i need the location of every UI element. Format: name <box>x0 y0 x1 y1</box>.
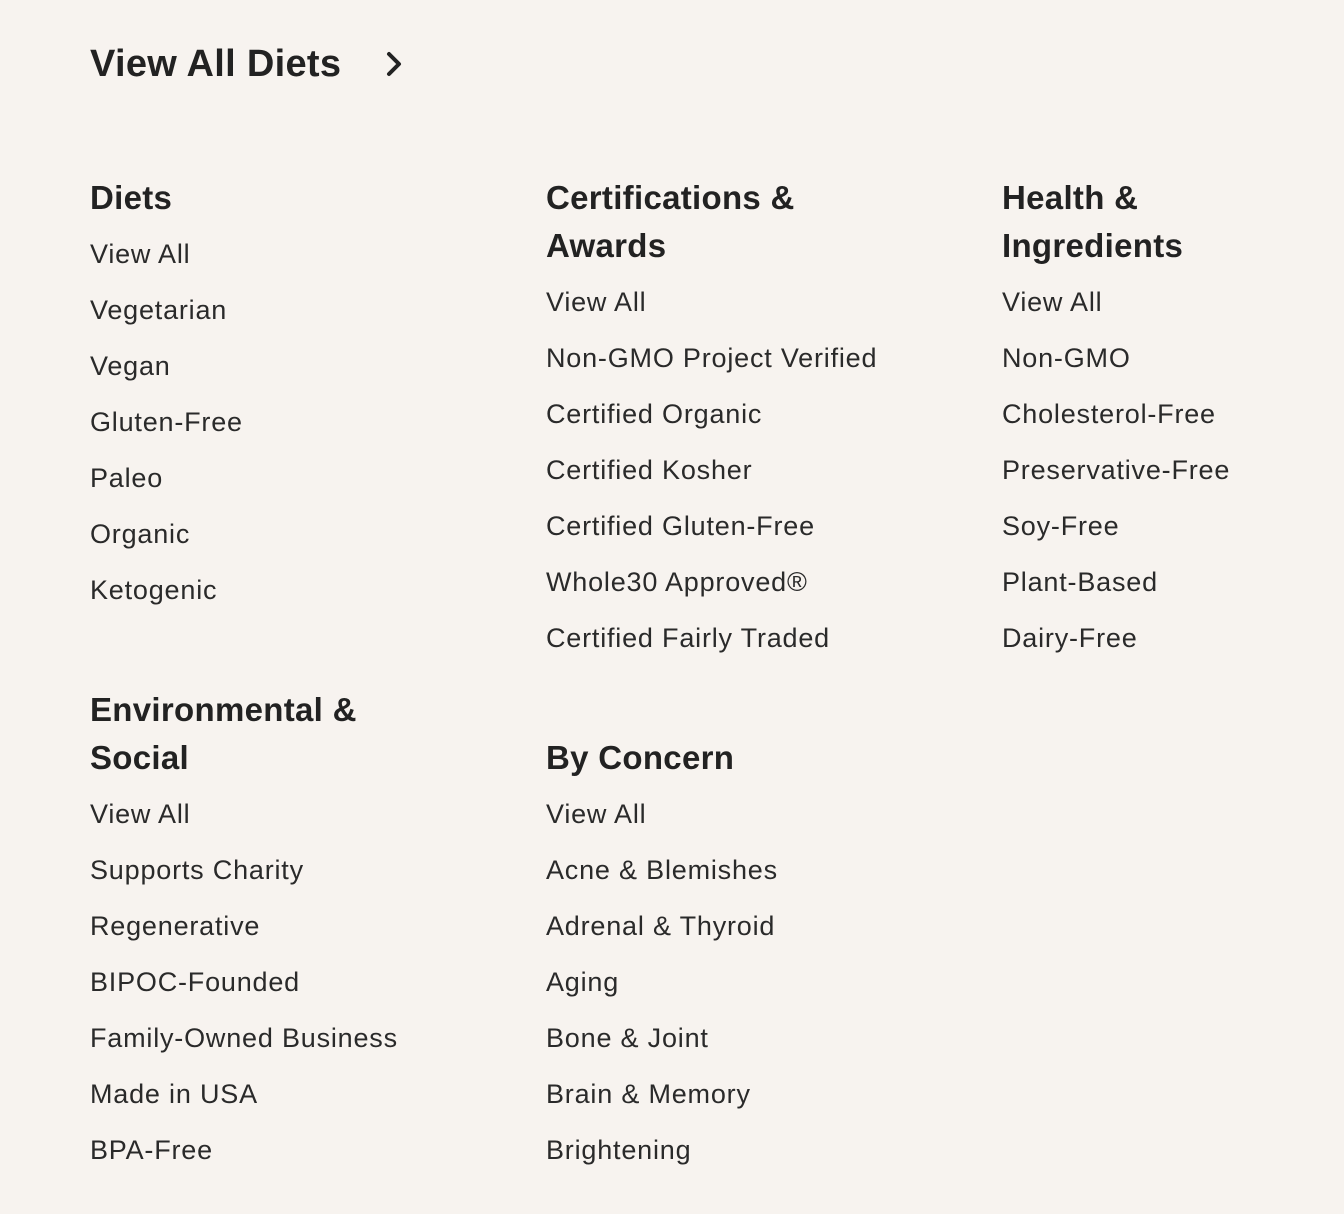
heading-line: Diets <box>90 179 173 216</box>
list-item[interactable]: Preservative-Free <box>1002 455 1231 485</box>
heading-line: Environmental & <box>90 691 357 728</box>
list-item[interactable]: Dairy-Free <box>1002 623 1138 653</box>
list-item[interactable]: Vegan <box>90 351 171 381</box>
list-item[interactable]: Brain & Memory <box>546 1079 751 1109</box>
certifications-section <box>546 174 946 666</box>
list-item[interactable]: Certified Organic <box>546 399 763 429</box>
environmental-list <box>90 786 490 1178</box>
health-list <box>1002 274 1332 666</box>
list-item[interactable]: Soy-Free <box>1002 511 1120 541</box>
certifications-list <box>546 274 946 666</box>
list-item[interactable]: Plant-Based <box>1002 567 1158 597</box>
list-item[interactable]: BIPOC-Founded <box>90 967 300 997</box>
chevron-right-icon <box>383 40 405 88</box>
list-item[interactable]: View All <box>546 287 647 317</box>
list-item[interactable]: View All <box>546 799 647 829</box>
list-item[interactable]: View All <box>1002 287 1103 317</box>
view-all-diets-label: View All Diets <box>90 43 342 85</box>
list-item[interactable]: Gluten-Free <box>90 407 243 437</box>
list-item[interactable]: Certified Kosher <box>546 455 753 485</box>
diets-list <box>90 226 490 618</box>
heading-line: Ingredients <box>1002 227 1184 264</box>
diets-section <box>90 174 490 618</box>
list-item[interactable]: Supports Charity <box>90 855 304 885</box>
list-item[interactable]: Organic <box>90 519 191 549</box>
heading-line: Health & <box>1002 179 1139 216</box>
list-item[interactable]: Adrenal & Thyroid <box>546 911 776 941</box>
list-item[interactable]: Whole30 Approved® <box>546 567 808 597</box>
by-concern-section <box>546 734 946 1178</box>
list-item[interactable]: Paleo <box>90 463 164 493</box>
list-item[interactable]: Bone & Joint <box>546 1023 709 1053</box>
list-item[interactable]: BPA-Free <box>90 1135 213 1165</box>
heading-line: By Concern <box>546 739 735 776</box>
section-heading-certifications <box>546 174 946 270</box>
environmental-social-section <box>90 686 490 1178</box>
list-item[interactable]: Non-GMO Project Verified <box>546 343 878 373</box>
section-heading-environmental <box>90 686 490 782</box>
view-all-diets-link[interactable] <box>90 40 405 88</box>
section-heading-diets <box>90 174 490 222</box>
list-item[interactable]: Regenerative <box>90 911 261 941</box>
health-ingredients-section <box>1002 174 1332 666</box>
heading-line: Social <box>90 739 190 776</box>
concern-list <box>546 786 946 1178</box>
list-item[interactable]: Non-GMO <box>1002 343 1131 373</box>
list-item[interactable]: Acne & Blemishes <box>546 855 778 885</box>
list-item[interactable]: Vegetarian <box>90 295 228 325</box>
list-item[interactable]: View All <box>90 799 191 829</box>
heading-line: Awards <box>546 227 667 264</box>
list-item[interactable]: Aging <box>546 967 620 997</box>
list-item[interactable]: Family-Owned Business <box>90 1023 398 1053</box>
list-item[interactable]: View All <box>90 239 191 269</box>
list-item[interactable]: Brightening <box>546 1135 692 1165</box>
section-heading-by-concern <box>546 734 946 782</box>
heading-line: Certifications & <box>546 179 795 216</box>
list-item[interactable]: Cholesterol-Free <box>1002 399 1216 429</box>
list-item[interactable]: Ketogenic <box>90 575 218 605</box>
section-heading-health <box>1002 174 1332 270</box>
list-item[interactable]: Certified Fairly Traded <box>546 623 830 653</box>
list-item[interactable]: Made in USA <box>90 1079 258 1109</box>
list-item[interactable]: Certified Gluten-Free <box>546 511 815 541</box>
